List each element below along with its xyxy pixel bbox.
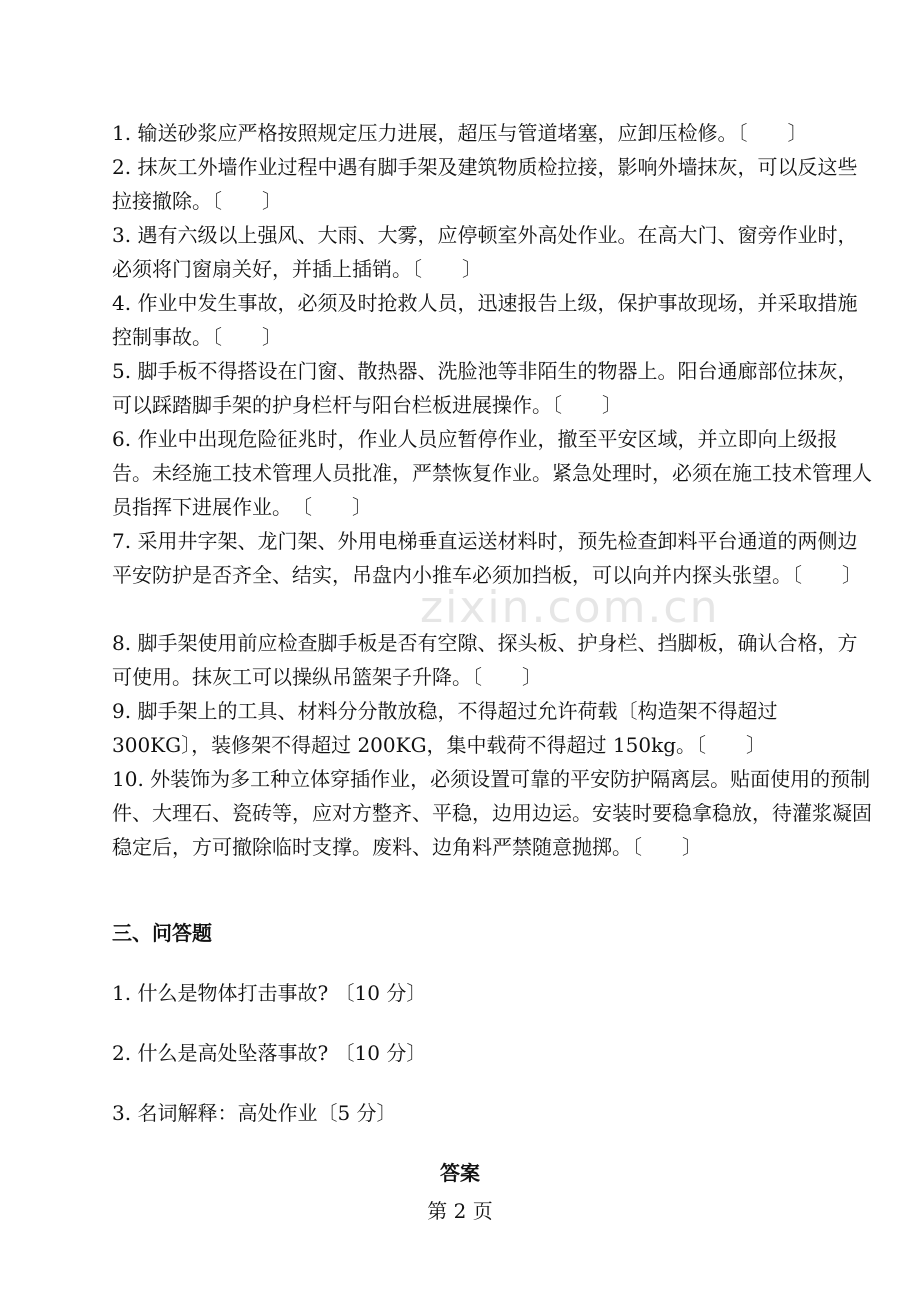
watermark: zixin.com.cn xyxy=(420,582,720,633)
tf-item-4 xyxy=(112,286,872,354)
item-number: 7. xyxy=(112,529,132,553)
tf-item-6 xyxy=(112,422,872,524)
question-2: 2. 什么是高处坠落事故? 〔10 分〕 xyxy=(112,1041,427,1065)
tf-item-8 xyxy=(112,626,872,694)
item-number: 6. xyxy=(112,427,132,451)
page-number: 第 2 页 xyxy=(427,1199,493,1223)
tf-item-3 xyxy=(112,218,872,286)
item-text: 作业中出现危险征兆时，作业人员应暂停作业，撤至平安区域，并立即向上级报告。未经施工技术管理人员批准，严禁恢复作业。紧急处理时，必须在施工技术管理人员指挥下进展作业。 〔 〕 xyxy=(112,427,872,519)
item-number: 8. xyxy=(112,631,132,655)
item-text: 作业中发生事故，必须及时抢救人员，迅速报告上级，保护事故现场，并采取措施控制事故。〔 〕 xyxy=(112,291,858,349)
item-text: 抹灰工外墙作业过程中遇有脚手架及建筑物质检拉接，影响外墙抹灰，可以反这些拉接撤除。〔 〕 xyxy=(112,155,858,213)
item-text: 采用井字架、龙门架、外用电梯垂直运送材料时，预先检查卸料平台通道的两侧边平安防护是否齐全、结实，吊盘内小推车必须加挡板，可以向并内探头张望。〔 〕 xyxy=(112,529,862,587)
tf-item-1 xyxy=(112,116,872,150)
item-number: 5. xyxy=(112,359,132,383)
item-text: 输送砂浆应严格按照规定压力进展，超压与管道堵塞，应卸压检修。〔 〕 xyxy=(137,121,808,145)
tf-item-9 xyxy=(112,694,872,762)
item-text: 脚手架上的工具、材料分分散放稳，不得超过允许荷载〔构造架不得超过300KG〕，装修架不得超过 200KG，集中载荷不得超过 150kg。〔 〕 xyxy=(112,699,778,757)
item-number: 1. xyxy=(112,121,132,145)
item-number: 10. xyxy=(112,767,144,791)
tf-item-10 xyxy=(112,762,872,864)
section-title: 三、问答题 xyxy=(112,921,212,945)
item-number: 3. xyxy=(112,223,132,247)
item-number: 9. xyxy=(112,699,132,723)
item-number: 4. xyxy=(112,291,132,315)
question-1: 1. 什么是物体打击事故? 〔10 分〕 xyxy=(112,981,427,1005)
item-text: 脚手架使用前应检查脚手板是否有空隙、探头板、护身栏、挡脚板，确认合格，方可使用。抹灰工可以操纵吊篮架子升降。〔 〕 xyxy=(112,631,858,689)
item-text: 遇有六级以上强风、大雨、大雾，应停顿室外高处作业。在高大门、窗旁作业时，必须将门窗扇关好，并插上插销。〔 〕 xyxy=(112,223,858,281)
tf-item-7 xyxy=(112,524,872,592)
tf-item-5 xyxy=(112,354,872,422)
tf-item-2 xyxy=(112,150,872,218)
item-text: 外装饰为多工种立体穿插作业，必须设置可靠的平安防护隔离层。贴面使用的预制件、大理石、瓷砖等，应对方整齐、平稳，边用边运。安装时要稳拿稳放，待灌浆凝固稳定后，方可撤除临时支撑。废料、边角料严禁随意抛掷。〔 〕 xyxy=(112,767,872,859)
question-3: 3. 名词解释：高处作业〔5 分〕 xyxy=(112,1101,397,1125)
item-number: 2. xyxy=(112,155,132,179)
item-text: 脚手板不得搭设在门窗、散热器、洗脸池等非陌生的物器上。阳台通廊部位抹灰，可以踩踏脚手架的护身栏杆与阳台栏板进展操作。〔 〕 xyxy=(112,359,858,417)
answer-heading: 答案 xyxy=(440,1161,480,1185)
